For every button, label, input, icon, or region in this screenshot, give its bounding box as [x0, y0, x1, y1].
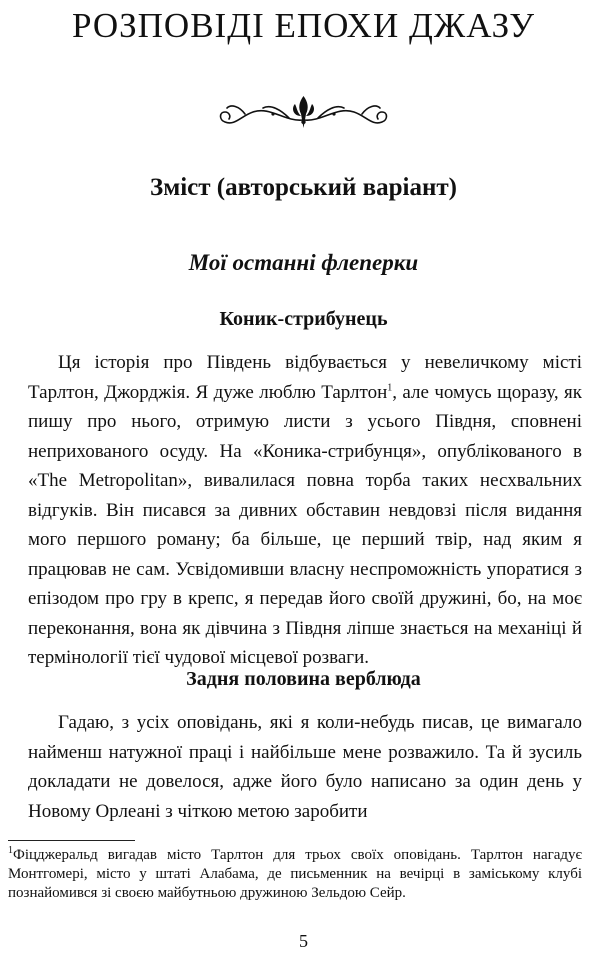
story-paragraph-camel: Гадаю, з усіх оповідань, які я коли-небудь писав, це вимагало найменш натужної праці і найбільше мене розважило. Та й зусиль докладати не довелося, адже його було написано за один день у Новому Орлеані з чіткою метою заробити: [28, 712, 582, 822]
fleuron-ornament-icon: [215, 92, 392, 132]
story-title-camel: Задня половина верблюда: [186, 668, 421, 690]
section-title: Мої останні флеперки: [188, 250, 419, 275]
page-number: 5: [299, 931, 308, 951]
story-title-grasshopper: Коник-стрибунець: [219, 308, 388, 330]
contents-title: Зміст (авторський варіант): [150, 174, 457, 201]
footnote-marker: 1: [8, 845, 13, 856]
paragraph-text: , але чомусь щоразу, як пишу про нього, отримую листи з усього Півдня, сповнені неприхованого осуду. На «Коника-стрибунця», опублікованого в «The Metropolitan», вивалилася повна торба таких несхвальних відгуків. Він писався за дивних обставин невдовзі після видання мого першого роману; ба більше, це перший твір, над яким я працював не сам. Усвідомивши власну неспроможність упоратися з епізодом про гру в крепс, я передав його своїй дружині, бо, на моє переконання, вона як дівчина з Півдня ліпше знається на механіці й термінології тієї чудової місцевої розваги.: [28, 381, 582, 668]
footnote-text: Фіцджеральд вигадав місто Тарлтон для трьох своїх оповідань. Тарлтон нагадує Монтгомері, місто у штаті Алабама, де письменник на вечірці в заміському клубі познайомився зі своєю майбутньою дружиною Зельдою Сейр.: [8, 847, 582, 901]
footnote-divider: [8, 840, 135, 841]
footnote: [8, 846, 582, 903]
footnote-reference[interactable]: 1: [387, 382, 393, 394]
running-header: РОЗПОВІДІ ЕПОХИ ДЖАЗУ: [71, 6, 536, 45]
paragraph-text: Ця історія про Південь відбувається у невеличкому місті Тарлтон, Джорджія. Я дуже люблю Тарлтон: [28, 352, 582, 403]
story-paragraph-grasshopper: [28, 348, 582, 673]
